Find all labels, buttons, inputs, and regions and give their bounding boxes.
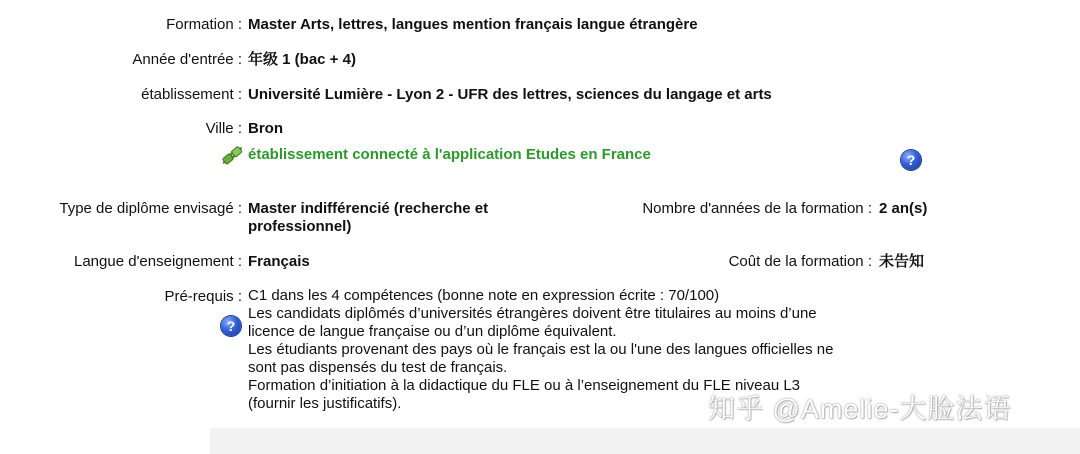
plug-icon: [220, 144, 244, 166]
ville-value: Bron: [248, 120, 283, 137]
formation-value: Master Arts, lettres, langues mention français langue étrangère: [248, 16, 698, 33]
prerequis-line: C1 dans les 4 compétences (bonne note en expression écrite : 70/100): [248, 287, 720, 304]
langue-value: Français: [248, 253, 310, 270]
annee-entree-value: 年级 1 (bac + 4): [248, 51, 356, 68]
prerequis-line: Les étudiants provenant des pays où le français est la ou l'une des langues officielles ne: [248, 341, 834, 358]
watermark: 知乎 @Amelie-大脸法语: [708, 394, 1012, 424]
bottom-strip: [210, 428, 1080, 454]
annee-entree-label: Année d'entrée :: [132, 51, 242, 68]
formation-label: Formation :: [166, 16, 242, 33]
nombre-annees-label: Nombre d'années de la formation :: [642, 200, 872, 217]
connection-status-text: établissement connecté à l'application Etudes en France: [248, 146, 651, 163]
cout-value: 未告知: [879, 253, 925, 270]
prerequis-help-icon[interactable]: ?: [221, 316, 241, 336]
prerequis-line: licence de langue française ou d’un diplôme équivalent.: [248, 323, 617, 340]
ville-label: Ville :: [205, 120, 242, 137]
prerequis-line: sont pas dispensés du test de français.: [248, 359, 508, 376]
langue-label: Langue d'enseignement :: [74, 253, 242, 270]
etablissement-label: établissement :: [141, 86, 242, 103]
prerequis-line: Formation d’initiation à la didactique du FLE ou à l’enseignement du FLE niveau L3: [248, 377, 801, 394]
prerequis-label: Pré-requis :: [164, 288, 242, 305]
nombre-annees-value: 2 an(s): [879, 200, 928, 217]
type-diplome-value-line2: professionnel): [248, 218, 352, 235]
prerequis-line: Les candidats diplômés d’universités étrangères doivent être titulaires au moins d’une: [248, 305, 817, 322]
help-icon[interactable]: ?: [901, 150, 921, 170]
type-diplome-value-line1: Master indifférencié (recherche et: [248, 200, 489, 217]
prerequis-line: (fournir les justificatifs).: [248, 395, 402, 412]
type-diplome-label: Type de diplôme envisagé :: [59, 200, 242, 217]
etablissement-value: Université Lumière - Lyon 2 - UFR des lettres, sciences du langage et arts: [248, 86, 772, 103]
cout-label: Coût de la formation :: [728, 253, 872, 270]
